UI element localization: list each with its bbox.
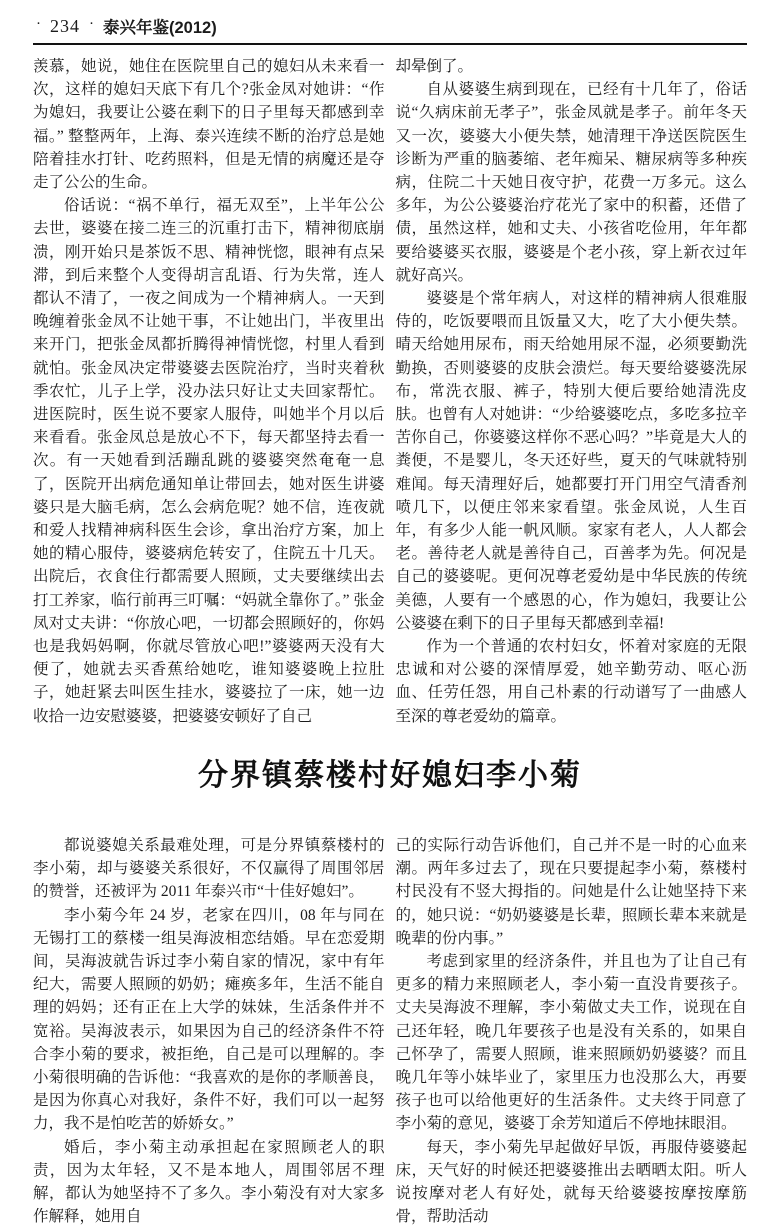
paragraph: 作为一个普通的农村妇女，怀着对家庭的无限忠诚和对公婆的深情厚爱，她辛勤劳动、呕心沥血、任劳任怨，用自己朴素的行动谱写了一曲感人至深的尊老爱幼的篇章。 (395, 638, 747, 725)
paragraph: 都说婆媳关系最难处理，可是分界镇蔡楼村的李小菊，却与婆婆关系很好，不仅赢得了周围邻居的赞誉，还被评为 2011 年泰兴市“十佳好媳妇”。 (33, 836, 385, 901)
article1-right-column (396, 55, 748, 728)
page-header (33, 12, 747, 40)
paragraph: 俗话说：“祸不单行，福无双至”，上半年公公去世，婆婆在接二连三的沉重打击下，精神彻底崩溃，刚开始只是茶饭不思、精神恍惚，眼神有点呆滞，到后来整个人变得胡言乱语、行为失常，连人都认不清了，一夜之间成为一个精神病人。一天到晚缠着张金凤不让她干事，不让她出门，半夜里出来开门，把张金凤都折腾得神情恍惚，村里人看到就怕。张金凤决定带婆婆去医院治疗，当时夹着秋季农忙，儿子上学，没办法只好让丈夫回家帮忙。进医院时，医生说不要家人服侍，叫她半个月以后来看看。张金凤总是放心不下，每天都坚持去看一次。有一天她看到活蹦乱跳的婆婆突然奄奄一息了，医院开出病危通知单让带回去，她对医生讲婆婆只是大脑毛病，怎么会病危呢？她不信，连夜就和爱人找精神病科医生会诊，拿出治疗方案，加上她的精心服侍，婆婆病危转安了，住院五十几天。出院后，衣食住行都需要人照顾，丈夫要继续出去打工养家，临行前再三叮嘱：“妈就全靠你了。” 张金凤对丈夫讲：“你放心吧，一切都会照顾好的，你妈也是我妈妈啊，你就尽管放心吧!”婆婆两天没有大便了，她就去买香蕉给她吃，谁知婆婆晚上拉肚子，她赶紧去叫医生挂水，婆婆拉了一床，她一边收拾一边安慰婆婆，把婆婆安顿好了自己 (33, 197, 385, 725)
header-bullet-right: · (89, 15, 94, 32)
article-zhang-jinfeng-continuation (33, 55, 747, 728)
header-bullet-left: · (36, 15, 41, 32)
article-li-xiaoju (33, 834, 747, 1228)
paragraph: 考虑到家里的经济条件，并且也为了让自己有更多的精力来照顾老人，李小菊一直没肯要孩子。丈夫吴海波不理解，李小菊做丈夫工作，说现在自己还年轻，晚几年要孩子也是没有关系的，如果自己怀孕了，需要人照顾，谁来照顾奶奶婆婆？而且晚几年等小妹毕业了，家里压力也没那么大，再要孩子也可以给他更好的生活条件。丈夫终于同意了李小菊的意见，婆婆丁余芳知道后不停地抹眼泪。 (395, 952, 747, 1133)
paragraph: 婆婆是个常年病人，对这样的精神病人很难服侍的，吃饭要喂而且饭量又大，吃了大小便失禁。晴天给她用尿布，雨天给她用尿不湿，必须要勤洗勤换，否则婆婆的皮肤会溃烂。每天要给婆婆洗尿布，常洗衣服、裤子，特别大便后要给她清洗皮肤。也曾有人对她讲：“少给婆婆吃点，多吃多拉辛苦你自己，你婆婆这样你不恶心吗？”毕竟是大人的粪便，不是婴儿，冬天还好些，夏天的气味就特别难闻。每天清理好后，她都要打开门用空气清香剂喷几下，以便庄邻来家看望。张金凤说，人生百年，有多少人能一帆风顺。家家有老人，人人都会老。善待老人就是善待自己，百善孝为先。何况是自己的婆婆呢。更何况尊老爱幼是中华民族的传统美德，人要有一个感恩的心，作为媳妇，我要让公公婆婆在剩下的日子里每天都感到幸福! (395, 290, 747, 632)
page-number: 234 (50, 15, 80, 36)
paragraph: 李小菊今年 24 岁，老家在四川，08 年与同在无锡打工的蔡楼一组吴海波相恋结婚。早在恋爱期间，吴海波就告诉过李小菊自家的情况，家中有年纪大，需要人照顾的奶奶；瘫痪多年，生活不能自理的妈妈；还有正在上大学的妹妹，生活条件并不宽裕。吴海波表示，如果因为自己的经济条件不符合李小菊的要求，被拒绝，自己是可以理解的。李小菊很明确的告诉他：“我喜欢的是你的孝顺善良，是因为你真心对我好，条件不好，我们可以一起努力，我不是怕吃苦的娇娇女。” (33, 906, 385, 1133)
article2-right-column (396, 834, 748, 1228)
paragraph: 每天，李小菊先早起做好早饭，再服侍婆婆起床，天气好的时候还把婆婆推出去晒晒太阳。听人说按摩对老人有好处，就每天给婆婆按摩按摩筋骨，帮助活动 (395, 1138, 747, 1226)
article1-left-column (33, 55, 385, 728)
header-rule (33, 43, 747, 45)
book-title: 泰兴年鉴(2012) (103, 19, 217, 37)
article2-columns (33, 834, 747, 1228)
paragraph: 却晕倒了。 (395, 58, 474, 75)
paragraph: 己的实际行动告诉他们，自己并不是一时的心血来潮。两年多过去了，现在只要提起李小菊，蔡楼村村民没有不竖大拇指的。问她是什么让她坚持下来的，她只说：“奶奶婆婆是长辈，照顾长辈本来就是晚辈的份内事。” (395, 836, 747, 947)
article2-title: 分界镇蔡楼村好媳妇李小菊 (198, 758, 582, 792)
paragraph: 羡慕，她说，她住在医院里自己的媳妇从未来看一次，这样的媳妇天底下有几个?张金凤对她讲：“作为媳妇，我要让公婆在剩下的日子里每天都感到幸福。” 整整两年，上海、泰兴连续不断的治疗总是她陪着挂水打针、吃药照料，但是无情的病魔还是夺走了公公的生命。 (33, 58, 385, 192)
paragraph: 婚后，李小菊主动承担起在家照顾老人的职责，因为太年轻，又不是本地人，周围邻居不理解，都认为她坚持不了多久。李小菊没有对大家多作解释，她用自 (33, 1138, 385, 1226)
article1-columns (33, 55, 747, 728)
article2-left-column (33, 834, 385, 1228)
paragraph: 自从婆婆生病到现在，已经有十几年了，俗话说“久病床前无孝子”，张金凤就是孝子。前年冬天又一次，婆婆大小便失禁，她清理干净送医院医生诊断为严重的脑萎缩、老年痴呆、糖尿病等多种疾病，住院二十天她日夜守护，花费一万多元。这么多年，为公公婆婆治疗花光了家中的积蓄，还借了债，虽然这样，她和丈夫、小孩省吃俭用，年年都要给婆婆买衣服，婆婆是个老小孩，穿上新衣过年就好高兴。 (395, 81, 747, 284)
